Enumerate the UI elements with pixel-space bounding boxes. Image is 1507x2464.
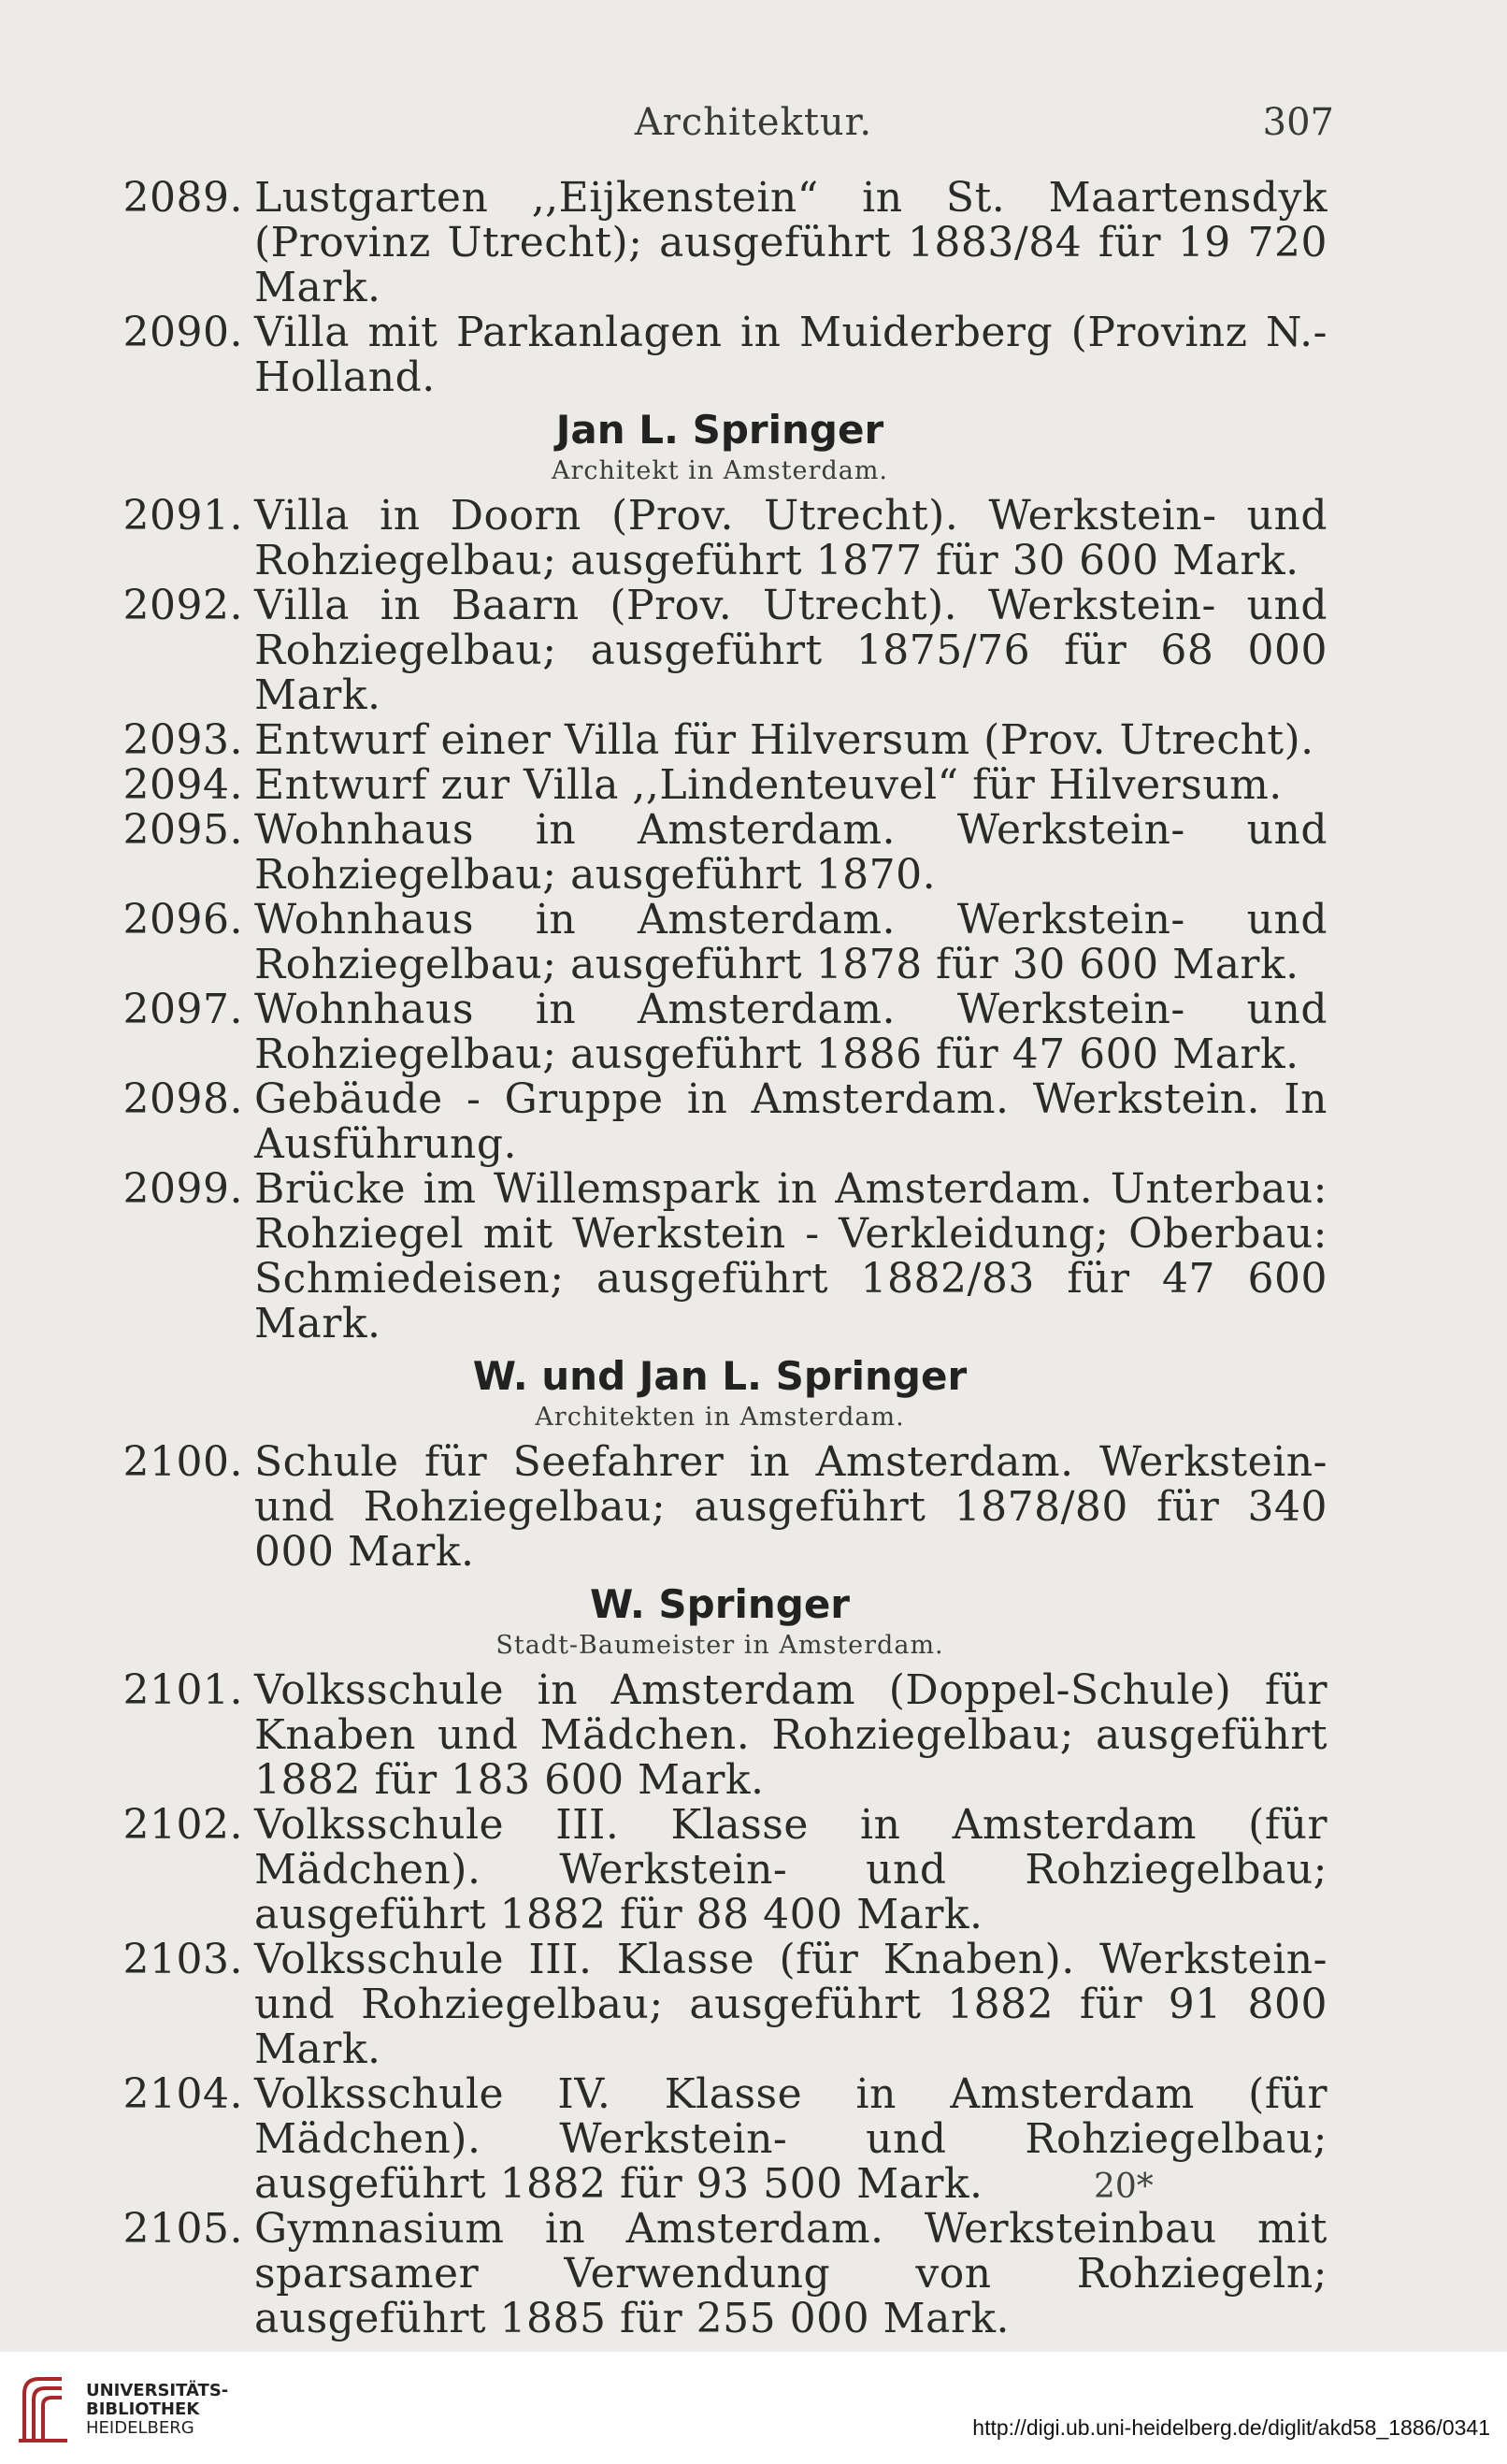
catalog-entry xyxy=(112,808,1328,898)
catalog-entry xyxy=(112,176,1328,310)
catalog-entry xyxy=(112,494,1328,584)
entry-text: Gebäude - Gruppe in Amsterdam. Werkstein. In Ausführung. xyxy=(254,1075,1328,1168)
entry-text: Villa in Doorn (Prov. Utrecht). Werkstein- und Rohziegelbau; ausgeführt 1877 für 30 600 Mark. xyxy=(254,492,1328,584)
entry-number: 2103. xyxy=(122,1936,243,1983)
catalog-entries xyxy=(112,176,1328,2342)
catalog-entry xyxy=(112,987,1328,1077)
catalog-entry xyxy=(112,310,1328,400)
architect-subheading: Architekten in Amsterdam. xyxy=(535,1403,905,1432)
library-name-line-3: HEIDELBERG xyxy=(86,2418,194,2438)
catalog-entry xyxy=(112,1440,1328,1575)
signature-mark: 20* xyxy=(1094,2168,1154,2206)
entry-number: 2102. xyxy=(122,1801,243,1849)
entry-text: Wohnhaus in Amsterdam. Werkstein- und Rohziegelbau; ausgeführt 1878 für 30 600 Mark. xyxy=(254,896,1328,988)
entry-text: Villa mit Parkanlagen in Muiderberg (Provinz N.-Holland. xyxy=(254,309,1328,401)
catalog-entry xyxy=(112,1077,1328,1167)
catalog-entry xyxy=(112,763,1328,808)
entry-text: Villa in Baarn (Prov. Utrecht). Werkstein- und Rohziegelbau; ausgeführt 1875/76 für 68 000 Mark. xyxy=(254,582,1328,719)
entry-text: Lustgarten ,,Eijkenstein“ in St. Maartensdyk (Provinz Utrecht); ausgeführt 1883/84 für 19 720 Mark. xyxy=(254,174,1328,311)
entry-number: 2092. xyxy=(122,582,243,629)
entry-number: 2095. xyxy=(122,806,243,854)
entry-text: Volksschule III. Klasse in Amsterdam (für Mädchen). Werkstein- und Rohziegelbau; ausgeführt 1882 für 88 400 Mark. xyxy=(254,1801,1328,1938)
entry-number: 2096. xyxy=(122,896,243,944)
architect-subheading: Stadt-Baumeister in Amsterdam. xyxy=(495,1631,944,1660)
entry-number: 2094. xyxy=(122,761,243,809)
entry-number: 2100. xyxy=(122,1438,243,1486)
page-number: 307 xyxy=(1262,101,1334,144)
entry-number: 2097. xyxy=(122,986,243,1033)
entry-number: 2093. xyxy=(122,716,243,764)
university-library-logo-icon xyxy=(15,2366,75,2450)
catalog-entry xyxy=(112,1938,1328,2072)
library-name-line-2: BIBLIOTHEK xyxy=(86,2399,200,2419)
running-header-title: Architektur. xyxy=(634,101,873,144)
catalog-entry xyxy=(112,584,1328,718)
catalog-entry xyxy=(112,718,1328,763)
architect-heading: Jan L. Springer xyxy=(555,407,884,453)
entry-number: 2089. xyxy=(122,174,243,222)
library-name-line-1: UNIVERSITÄTS- xyxy=(86,2381,229,2400)
entry-number: 2098. xyxy=(122,1075,243,1123)
entry-text: Gymnasium in Amsterdam. Werksteinbau mit sparsamer Verwendung von Rohziegeln; ausgeführt 1885 für 255 000 Mark. xyxy=(254,2205,1328,2342)
entry-number: 2101. xyxy=(122,1666,243,1714)
entry-number: 2091. xyxy=(122,492,243,540)
entry-number: 2104. xyxy=(122,2070,243,2118)
entry-text: Brücke im Willemspark in Amsterdam. Unterbau: Rohziegel mit Werkstein - Verkleidung; Oberbau: Schmiedeisen; ausgeführt 1882/83 für 47 600 Mark. xyxy=(254,1165,1328,1347)
entry-text: Entwurf zur Villa ,,Lindenteuvel“ für Hilversum. xyxy=(254,761,1283,809)
architect-heading: W. Springer xyxy=(589,1581,851,1627)
entry-text: Schule für Seefahrer in Amsterdam. Werkstein- und Rohziegelbau; ausgeführt 1878/80 für 340 000 Mark. xyxy=(254,1438,1328,1576)
entry-number: 2099. xyxy=(122,1165,243,1213)
entry-text: Wohnhaus in Amsterdam. Werkstein- und Rohziegelbau; ausgeführt 1870. xyxy=(254,806,1328,899)
entry-text: Entwurf einer Villa für Hilversum (Prov. Utrecht). xyxy=(254,716,1314,764)
entry-text: Wohnhaus in Amsterdam. Werkstein- und Rohziegelbau; ausgeführt 1886 für 47 600 Mark. xyxy=(254,986,1328,1078)
catalog-entry xyxy=(112,1803,1328,1938)
entry-text: Volksschule in Amsterdam (Doppel-Schule) für Knaben und Mädchen. Rohziegelbau; ausgeführt 1882 für 183 600 Mark. xyxy=(254,1666,1328,1804)
catalog-entry xyxy=(112,1167,1328,1347)
architect-heading: W. und Jan L. Springer xyxy=(472,1353,968,1399)
catalog-entry xyxy=(112,898,1328,987)
entry-text: Volksschule IV. Klasse in Amsterdam (für Mädchen). Werkstein- und Rohziegelbau; ausgeführt 1882 für 93 500 Mark. xyxy=(254,2070,1328,2208)
library-name xyxy=(86,2382,228,2438)
entry-text: Volksschule III. Klasse (für Knaben). Werkstein- und Rohziegelbau; ausgeführt 1882 für 91 800 Mark. xyxy=(254,1936,1328,2073)
catalog-entry xyxy=(112,1668,1328,1803)
catalog-entry xyxy=(112,2207,1328,2342)
entry-number: 2105. xyxy=(122,2205,243,2253)
entry-number: 2090. xyxy=(122,309,243,356)
source-url-link[interactable]: http://digi.ub.uni-heidelberg.de/diglit/akd58_1886/0341 xyxy=(972,2415,1490,2440)
architect-subheading: Architekt in Amsterdam. xyxy=(551,456,889,485)
